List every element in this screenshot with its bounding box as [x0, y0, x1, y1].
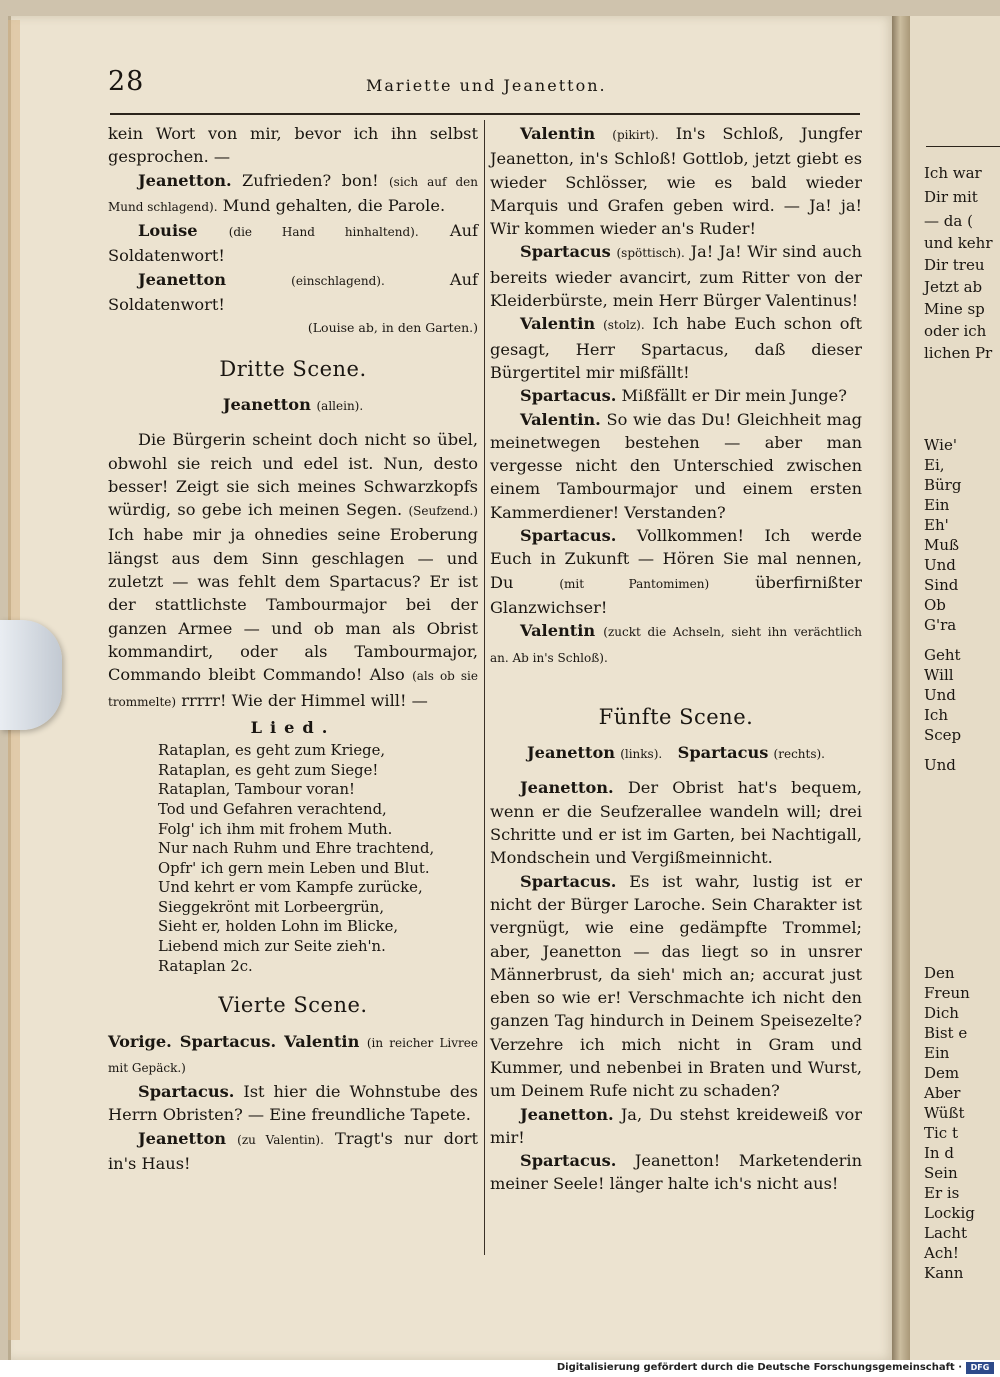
text: Ja! Ja! Wir sind auch bereits wieder avancirt, zum Ritter von der Kleiderbürste, mein Herr Bürger Valentinus! — [490, 242, 862, 311]
speaker: Spartacus. — [520, 1151, 617, 1171]
facing-line: Dir treu — [924, 256, 985, 274]
facing-line: Wie' — [924, 436, 957, 454]
verse-line: Und kehrt er vom Kampfe zurücke, — [158, 879, 423, 897]
running-title: Mariette und Jeanetton. — [366, 76, 607, 95]
speech — [108, 268, 478, 317]
speaker: Jeanetton. — [138, 170, 232, 190]
verse-line: Opfr' ich gern mein Leben und Blut. — [158, 859, 430, 877]
text: Der Obrist hat's bequem, wenn er die Seufzerallee wandeln will; drei Schritte und er ist im Garten, bei Nachtigall, Mondschein und Vergißmeinnicht. — [490, 778, 862, 868]
book-gutter — [892, 16, 910, 1360]
facing-line: Ein — [924, 1044, 950, 1062]
text: Mund gehalten, die Parole. — [222, 195, 446, 215]
facing-line: Eh' — [924, 516, 949, 534]
facing-line: Und — [924, 686, 956, 704]
facing-line: — da ( — [924, 212, 973, 230]
speaker: Jeanetton — [527, 743, 616, 763]
text: rrrrr! Wie der Himmel will! — — [181, 690, 428, 710]
stage-direction: (einschlagend). — [291, 273, 385, 288]
verse-line: Tod und Gefahren verachtend, — [158, 800, 387, 818]
facing-line: Dem — [924, 1064, 960, 1082]
facing-line: Ei, — [924, 456, 945, 474]
text: Vollkommen! Ich werde Euch in Zukunft — Hören Sie mal nennen, Du — [490, 526, 862, 592]
facing-line: Mine sp — [924, 300, 985, 318]
speech — [490, 1103, 862, 1150]
text: Jeanetton! Marketenderin meiner Seele! länger halte ich's nicht aus! — [490, 1151, 862, 1194]
facing-page-rule — [926, 146, 1000, 147]
text: Ist hier die Wohnstube des Herrn Obristen? — Eine freundliche Tapete. — [108, 1082, 478, 1125]
text: So wie das Du! Gleichheit mag meinetwegen bestehen — aber man vergesse nicht den Unterschied zwischen einem Tambourmajor und einem ersten Kammerdiener! Verstanden? — [490, 409, 862, 522]
speaker: Spartacus. — [138, 1082, 235, 1102]
verse-line: Folg' ich ihm mit frohem Muth. — [158, 820, 393, 838]
stage-direction: (rechts). — [773, 747, 825, 762]
stage-direction: (in reicher Livree mit Gepäck.) — [108, 1035, 478, 1075]
speaker: Spartacus. — [520, 386, 617, 406]
speaker: Jeanetton. — [520, 1104, 614, 1124]
speech — [490, 312, 862, 384]
facing-line: G'ra — [924, 616, 957, 634]
scene-cast — [490, 741, 862, 766]
speaker: Jeanetton — [138, 269, 227, 289]
scene-cast — [108, 393, 478, 418]
facing-line: Freun — [924, 984, 970, 1002]
speech — [490, 619, 862, 670]
speaker: Valentin. — [520, 409, 601, 429]
speech — [490, 384, 862, 407]
text: Ja, Du stehst kreideweiß vor mir! — [490, 1104, 862, 1147]
facing-line: Ich — [924, 706, 948, 724]
stage-direction: (zuckt die Achseln, sieht ihn verächtlich an. Ab in's Schloß). — [490, 625, 862, 665]
verse-line: Rataplan, es geht zum Kriege, — [158, 742, 386, 760]
column-divider — [484, 120, 485, 1255]
facing-line: lichen Pr — [924, 344, 993, 362]
right-column — [490, 122, 862, 1196]
speech — [490, 240, 862, 312]
speaker: Valentin — [520, 314, 596, 334]
facing-line: Will — [924, 666, 954, 684]
stage-direction: (als ob sie trommelte) — [108, 669, 478, 709]
facing-line: oder ich — [924, 322, 987, 340]
exit-direction: (Louise ab, in den Garten.) — [307, 320, 478, 336]
stage-direction: (spöttisch). — [616, 246, 685, 261]
facing-line: In d — [924, 1144, 954, 1162]
speaker: Valentin — [520, 124, 596, 143]
verse-line: Sieggekrönt mit Lorbeergrün, — [158, 898, 385, 916]
facing-line: Ob — [924, 596, 946, 614]
speaker: Spartacus — [677, 743, 769, 763]
digitization-footer — [0, 1360, 1000, 1377]
scene-cast — [108, 1030, 478, 1081]
facing-line: Sein — [924, 1164, 958, 1182]
facing-line: Lacht — [924, 1224, 967, 1242]
speaker: Spartacus — [520, 242, 611, 262]
scene-heading: Fünfte Scene. — [598, 704, 754, 729]
running-header — [108, 66, 868, 106]
facing-line: Den — [924, 964, 955, 982]
speaker: Louise — [138, 221, 198, 241]
verse-line: Nur nach Ruhm und Ehre trachtend, — [158, 840, 435, 858]
stage-direction: (links). — [620, 747, 663, 762]
speaker: Spartacus. — [520, 871, 617, 891]
speech — [490, 408, 862, 524]
speech — [108, 1080, 478, 1127]
facing-line: Kann — [924, 1264, 964, 1282]
facing-line: Muß — [924, 536, 960, 554]
text: Auf Soldatenwort! — [108, 269, 478, 315]
scene-heading: Dritte Scene. — [219, 356, 367, 381]
speaker: Spartacus. — [520, 526, 617, 546]
speech — [490, 122, 862, 240]
stage-direction: (sich auf den Mund schlagend). — [108, 174, 479, 214]
left-column — [108, 122, 478, 1175]
stage-direction: (stolz). — [603, 318, 645, 333]
scene-heading: Vierte Scene. — [218, 993, 368, 1018]
stage-direction: (allein). — [316, 398, 364, 413]
speaker: Jeanetton. — [520, 778, 614, 798]
facing-line: Geht — [924, 646, 961, 664]
facing-line: Bist e — [924, 1024, 968, 1042]
funding-notice: Digitalisierung gefördert durch die Deutsche Forschungsgemeinschaft · — [556, 1362, 962, 1373]
text: In's Schloß, Jungfer Jeanetton, in's Schloß! Gottlob, jetzt giebt es wieder Schlösser, wie es bald wieder Marquis und Grafen geben wird. — Ja! ja! Wir kommen wieder an's Ruder! — [490, 124, 862, 239]
speaker: Vorige. Spartacus. Valentin — [108, 1031, 360, 1051]
facing-page-fragment — [910, 16, 1000, 1360]
text: Ich habe mir ja ohnedies seine Eroberung längst aus dem Sinn geschlagen — und zuletzt — was fehlt dem Spartacus? Er ist der stattlichste Tambourmajor bei der ganzen Armee — und ob man als Obrist kommandirt, oder als Tambourmajor, Commando bleibt Commando! Also — [108, 525, 478, 685]
stage-direction: (pikirt). — [612, 128, 659, 142]
facing-line: Scep — [924, 726, 962, 744]
facing-line: Bürg — [924, 476, 962, 494]
text: überfirnißter Glanzwichser! — [490, 572, 862, 617]
facing-line: Dir mit — [924, 188, 978, 206]
text: Tragt's nur dort in's Haus! — [108, 1128, 478, 1174]
speaker: Jeanetton — [222, 394, 311, 414]
header-rule — [110, 113, 860, 115]
text: Mißfällt er Dir mein Junge? — [621, 386, 847, 406]
facing-line: Ich war — [924, 164, 982, 182]
paragraph — [108, 122, 478, 169]
text: Auf Soldatenwort! — [108, 221, 478, 266]
facing-line: Ach! — [924, 1244, 959, 1262]
facing-line: Ein — [924, 496, 950, 514]
speech — [490, 870, 862, 1103]
dfg-logo-icon: DFG — [966, 1362, 994, 1374]
facing-line: Tic t — [924, 1124, 958, 1142]
speaker: Jeanetton — [138, 1128, 227, 1148]
verse-line: Sieht er, holden Lohn im Blicke, — [158, 918, 399, 936]
facing-line: Er is — [924, 1184, 960, 1202]
speech — [108, 219, 478, 268]
verse-line: Rataplan, es geht zum Siege! — [158, 761, 379, 779]
speech — [490, 524, 862, 619]
stage-direction: (mit Pantomimen) — [559, 576, 710, 591]
stage-direction: (zu Valentin). — [237, 1132, 324, 1147]
speech — [108, 169, 478, 220]
facing-line: und kehr — [924, 234, 993, 252]
page-clip — [0, 620, 62, 730]
speech — [108, 1127, 478, 1176]
facing-line: Aber — [924, 1084, 961, 1102]
monologue — [108, 428, 478, 714]
speech — [490, 776, 862, 869]
speech — [490, 1149, 862, 1196]
text: Zufrieden? bon! — [242, 170, 379, 190]
text: Ich habe Euch schon oft gesagt, Herr Spartacus, daß dieser Bürgertitel mir mißfällt! — [490, 314, 862, 382]
verse-line: Liebend mich zur Seite zieh'n. — [158, 938, 386, 956]
song-title: Lied. — [250, 717, 336, 737]
facing-line: Lockig — [924, 1204, 975, 1222]
facing-line: Wüßt — [924, 1104, 965, 1122]
verse-line: Rataplan 2c. — [158, 957, 253, 975]
text: kein Wort von mir, bevor ich ihn selbst gesprochen. — — [108, 124, 478, 167]
stage-direction: (die Hand hinhaltend). — [228, 225, 419, 240]
text: Die Bürgerin scheint doch nicht so übel, obwohl sie reich und edel ist. Nun, desto besser! Zeigt sie sich meines Schwarzkopfs würdig, so gebe ich meinen Segen. — [108, 430, 478, 520]
verse-line: Rataplan, Tambour voran! — [158, 781, 355, 799]
speaker: Valentin — [520, 621, 596, 641]
page-number: 28 — [108, 66, 145, 97]
facing-line: Und — [924, 756, 956, 774]
facing-line: Sind — [924, 576, 959, 594]
facing-line: Jetzt ab — [924, 278, 983, 296]
facing-line: Dich — [924, 1004, 959, 1022]
facing-line: Und — [924, 556, 956, 574]
text: Es ist wahr, lustig ist er nicht der Bürger Laroche. Sein Charakter ist vergnügt, wie eine gedämpfte Trommel; aber, Jeanetton — das liegt so in unsrer Männerbrust, da sieh' mich an; accurat just eben so wie er! Verschmachte ich nicht den ganzen Tag hindurch in Deinem Speisezelte? Verzehre ich mich nicht in Gram und Kummer, und nebenbei in Braten und Wurst, um Deinem Rufe nicht zu schaden? — [490, 871, 862, 1101]
stage-direction: (Seufzend.) — [408, 504, 478, 519]
